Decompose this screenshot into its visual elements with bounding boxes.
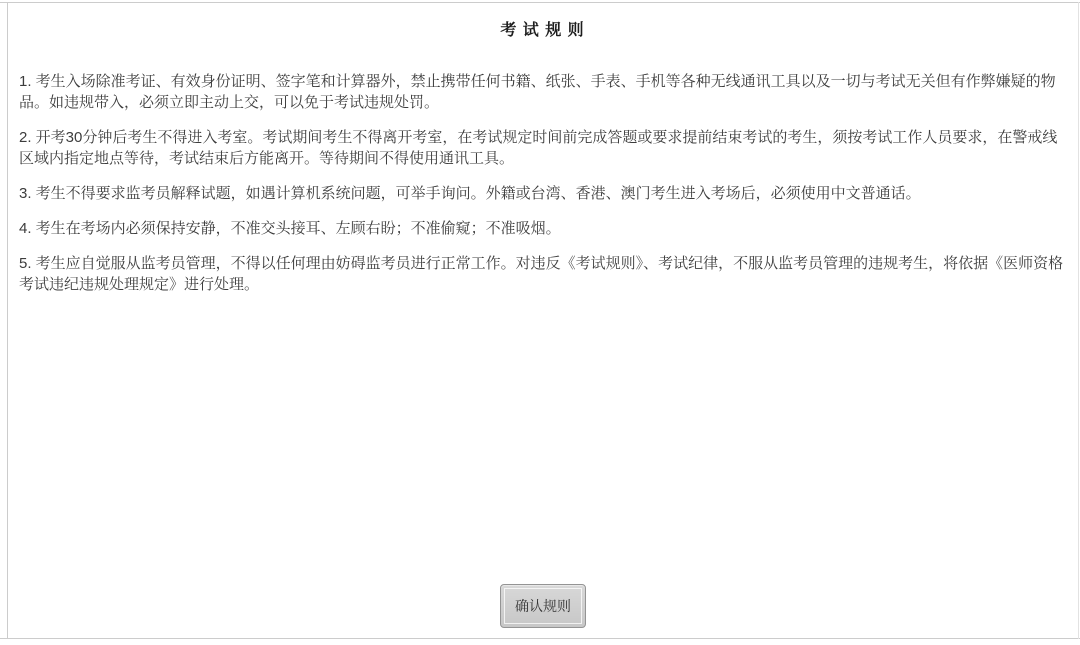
rules-content (8, 3, 1078, 638)
frame-bottom-border (0, 638, 1080, 639)
page-title: 考 试 规 则 (500, 22, 585, 39)
rule-item-3: 3. 考生不得要求监考员解释试题，如遇计算机系统问题，可举手询问。外籍或台湾、香港、澳门考生进入考场后，必须使用中文普通话。 (19, 185, 921, 202)
rule-item-5: 5. 考生应自觉服从监考员管理，不得以任何理由妨碍监考员进行正常工作。对违反《考试规则》、考试纪律，不服从监考员管理的违规考生，将依据《医师资格考试违纪违规处理规定》进行处理。 (19, 255, 1064, 293)
rule-item-2: 2. 开考30分钟后考生不得进入考室。考试期间考生不得离开考室，在考试规定时间前完成答题或要求提前结束考试的考生，须按考试工作人员要求，在警戒线区域内指定地点等待，考试结束后方能离开。等待期间不得使用通讯工具。 (19, 129, 1058, 167)
rule-item-1: 1. 考生入场除准考证、有效身份证明、签字笔和计算器外，禁止携带任何书籍、纸张、手表、手机等各种无线通讯工具以及一切与考试无关但有作弊嫌疑的物品。如违规带入，必须立即主动上交，可以免于考试违规处罚。 (19, 73, 1056, 111)
confirm-rules-button[interactable]: 确认规则 (500, 584, 586, 628)
rule-item-4: 4. 考生在考场内必须保持安静，不准交头接耳、左顾右盼；不准偷窥；不准吸烟。 (19, 220, 561, 237)
confirm-button-row (8, 584, 1078, 628)
frame-right-border (1078, 2, 1079, 639)
